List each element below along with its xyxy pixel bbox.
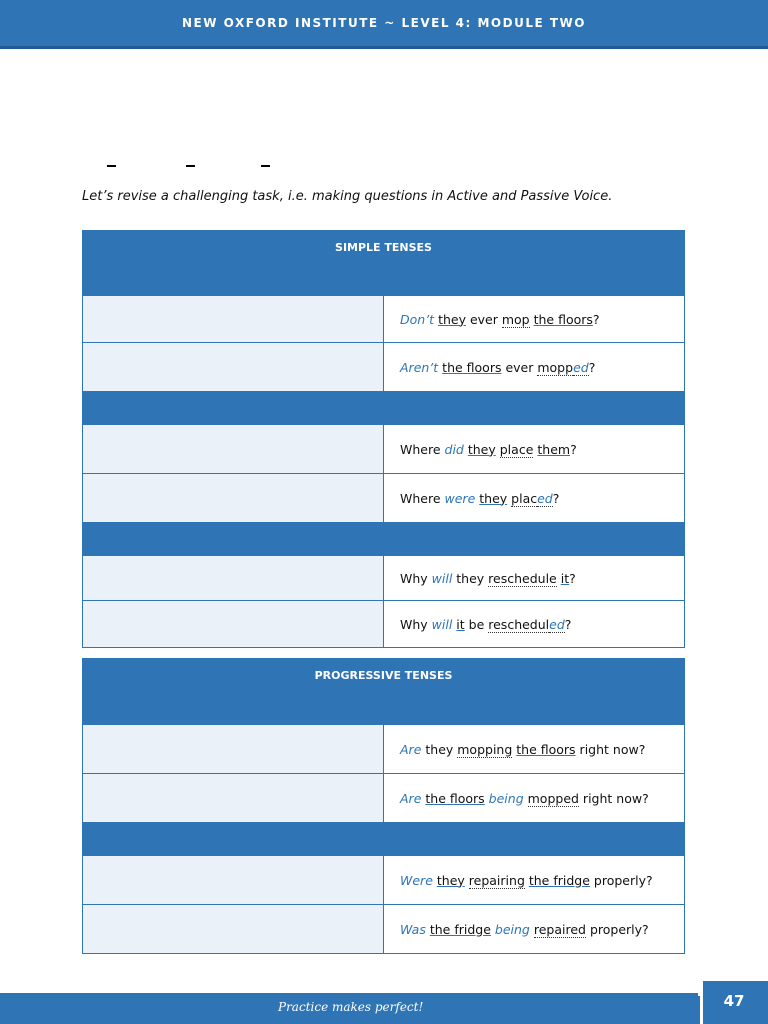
table-title: PROGRESSIVE TENSES xyxy=(83,659,685,692)
q-word: ? xyxy=(569,570,576,586)
intro-text: Let’s revise a challenging task, i.e. making questions in Active and Passive Voice. xyxy=(82,189,613,204)
q-word: repairing xyxy=(468,872,525,888)
q-word: properly? xyxy=(585,921,649,937)
q-word: mop xyxy=(501,311,530,327)
question-cell xyxy=(384,905,685,954)
table-row xyxy=(83,425,685,474)
question-cell xyxy=(384,725,685,774)
q-word: they xyxy=(467,441,496,457)
q-word: ed xyxy=(573,359,589,375)
question-cell xyxy=(384,774,685,823)
table-row xyxy=(83,556,685,601)
answer-cell xyxy=(83,556,384,601)
q-word: right now? xyxy=(578,790,649,806)
q-word: ? xyxy=(552,490,560,506)
q-word: be xyxy=(464,616,489,632)
q-word: being xyxy=(488,790,524,806)
q-word: place xyxy=(499,441,534,457)
q-word: will xyxy=(431,616,453,632)
question-cell xyxy=(384,296,685,343)
q-word: reschedul xyxy=(488,616,550,632)
section-band xyxy=(83,692,685,725)
q-word: Was xyxy=(400,921,426,937)
q-word: plac xyxy=(511,490,538,506)
table-row xyxy=(83,856,685,905)
answer-cell xyxy=(83,856,384,905)
q-word: the fridge xyxy=(429,921,491,937)
table-row xyxy=(83,343,685,392)
q-word: they xyxy=(452,570,489,586)
q-word: will xyxy=(431,570,453,586)
q-word: ? xyxy=(570,441,577,457)
page-number: 47 xyxy=(723,992,745,1010)
q-word: Aren’t xyxy=(400,359,439,375)
table-row xyxy=(83,296,685,343)
q-word: the floors xyxy=(442,359,502,375)
table-row xyxy=(83,601,685,648)
q-word: it xyxy=(560,570,570,586)
answer-cell xyxy=(83,774,384,823)
answer-cell xyxy=(83,474,384,523)
question-cell xyxy=(384,856,685,905)
q-word: ? xyxy=(588,359,596,375)
answer-cell xyxy=(83,601,384,648)
q-word: ever xyxy=(501,359,538,375)
q-word: repaired xyxy=(533,921,586,937)
table-title: SIMPLE TENSES xyxy=(83,231,685,265)
answer-cell xyxy=(83,425,384,474)
answer-cell xyxy=(83,296,384,343)
q-word: mopping xyxy=(457,741,513,757)
header-title: NEW OXFORD INSTITUTE ~ LEVEL 4: MODULE TWO xyxy=(182,16,586,30)
question-cell xyxy=(384,556,685,601)
section-band xyxy=(83,392,685,425)
q-word: it xyxy=(456,616,465,632)
table-row xyxy=(83,905,685,954)
q-word: the floors xyxy=(516,741,576,757)
q-word: Don’t xyxy=(400,311,435,327)
simple-tenses-table xyxy=(82,230,685,648)
q-word: Were xyxy=(400,872,433,888)
decorative-dashes xyxy=(107,165,277,171)
q-word: Where xyxy=(400,490,445,506)
q-word: they xyxy=(421,741,458,757)
q-word: Are xyxy=(400,790,422,806)
q-word: the fridge xyxy=(528,872,590,888)
question-cell xyxy=(384,474,685,523)
question-cell xyxy=(384,343,685,392)
q-word: did xyxy=(444,441,464,457)
q-word: the floors xyxy=(533,311,593,327)
q-word: them xyxy=(537,441,571,457)
section-band xyxy=(83,265,685,296)
q-word: being xyxy=(494,921,530,937)
q-word: ed xyxy=(549,616,565,632)
q-word: mopped xyxy=(527,790,579,806)
q-word: ? xyxy=(564,616,572,632)
table-row xyxy=(83,474,685,523)
q-word: Where xyxy=(400,441,445,457)
q-word: right now? xyxy=(575,741,646,757)
q-word: Are xyxy=(400,741,422,757)
answer-cell xyxy=(83,725,384,774)
q-word: mopp xyxy=(537,359,574,375)
progressive-tenses-table xyxy=(82,658,685,954)
dash xyxy=(261,165,270,167)
q-word: ed xyxy=(537,490,553,506)
table-row xyxy=(83,774,685,823)
section-band xyxy=(83,523,685,556)
q-word: were xyxy=(444,490,476,506)
answer-cell xyxy=(83,343,384,392)
dash xyxy=(186,165,195,167)
q-word: ? xyxy=(592,311,600,327)
q-word: ever xyxy=(465,311,502,327)
q-word: they xyxy=(479,490,508,506)
q-word: reschedule xyxy=(488,570,557,586)
dash xyxy=(107,165,116,167)
page-header xyxy=(0,0,768,49)
q-word: Why xyxy=(400,616,432,632)
footer-slogan: Practice makes perfect! xyxy=(278,1000,424,1014)
answer-cell xyxy=(83,905,384,954)
q-word: Why xyxy=(400,570,432,586)
question-cell xyxy=(384,425,685,474)
q-word: properly? xyxy=(589,872,653,888)
q-word: they xyxy=(438,311,466,327)
question-cell xyxy=(384,601,685,648)
q-word: they xyxy=(436,872,465,888)
table-row xyxy=(83,725,685,774)
q-word: the floors xyxy=(425,790,485,806)
section-band xyxy=(83,823,685,856)
